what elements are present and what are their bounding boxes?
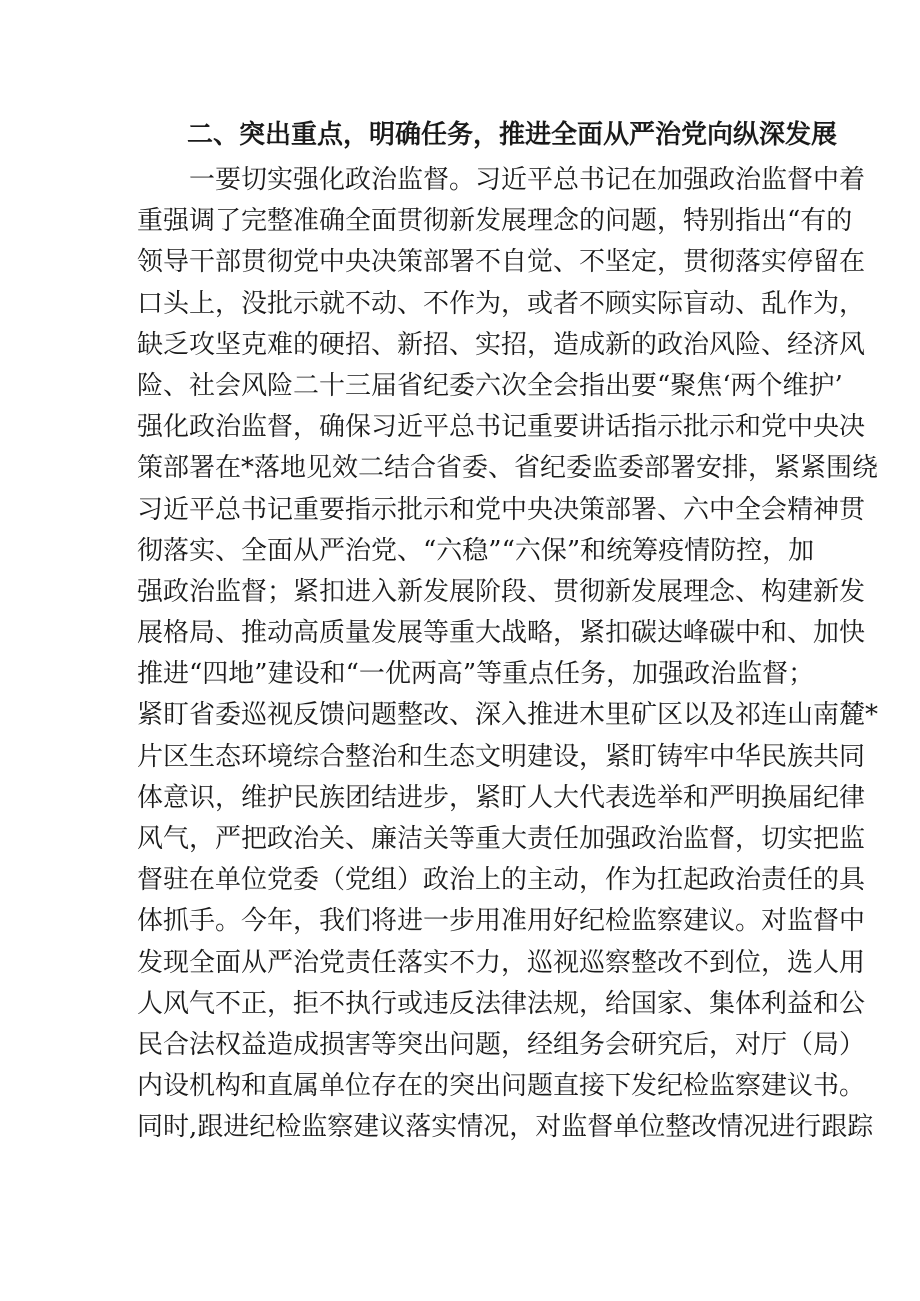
paragraph-line: 推进“四地”建设和“一优两高”等重点任务，加强政治监督；	[137, 659, 815, 690]
paragraph-line: 险、社会风险二十三届省纪委六次全会指出要“聚焦‘两个维护’	[137, 370, 843, 401]
paragraph-line: 民合法权益造成损害等突出问题，经组务会研究后，对厅（局）	[137, 1029, 866, 1060]
paragraph-line: 展格局、推动高质量发展等重大战略，紧扣碳达峰碳中和、加快	[137, 618, 866, 649]
paragraph-line: 紧盯省委巡视反馈问题整改、深入推进木里矿区以及祁连山南麓*	[137, 700, 879, 731]
paragraph-line: 彻落实、全面从严治党、“六稳”“六保”和统筹疫情防控，加	[137, 535, 815, 566]
paragraph-line: 人风气不正，拒不执行或违反法律法规，给国家、集体利益和公	[137, 988, 866, 1019]
paragraph-line: 风气，严把政治关、廉洁关等重大责任加强政治监督，切实把监	[137, 824, 866, 854]
paragraph-line: 内设机构和直属单位存在的突出问题直接下发纪检监察建议书。	[137, 1071, 866, 1102]
paragraph-line: 强化政治监督，确保习近平总书记重要讲话指示批示和党中央决	[137, 412, 866, 443]
paragraph-line: 体意识，维护民族团结进步，紧盯人大代表选举和严明换届纪律	[137, 782, 866, 813]
paragraph-line: 体抓手。今年，我们将进一步用准用好纪检监察建议。对监督中	[137, 906, 866, 937]
paragraph-line: 同时,跟进纪检监察建议落实情况，对监督单位整改情况进行跟踪	[137, 1112, 874, 1143]
paragraph-line: 一要切实强化政治监督。习近平总书记在加强政治监督中着	[189, 165, 866, 195]
paragraph-line: 缺乏攻坚克难的硬招、新招、实招，造成新的政治风险、经济风	[137, 329, 866, 360]
body-paragraph	[137, 160, 879, 1149]
paragraph-line: 强政治监督；紧扣进入新发展阶段、贯彻新发展理念、构建新发	[137, 576, 866, 607]
paragraph-line: 督驻在单位党委（党组）政治上的主动，作为扛起政治责任的具	[137, 865, 866, 896]
paragraph-line: 发现全面从严治党责任落实不力，巡视巡察整改不到位，选人用	[137, 947, 866, 978]
paragraph-line: 片区生态环境综合整治和生态文明建设，紧盯铸牢中华民族共同	[137, 741, 866, 772]
section-heading: 二、突出重点，明确任务，推进全面从严治党向纵深发展	[187, 120, 838, 150]
paragraph-line: 习近平总书记重要指示批示和党中央决策部署、六中全会精神贯	[137, 494, 866, 525]
paragraph-line: 策部署在*落地见效二结合省委、省纪委监委部署安排，紧紧围绕	[137, 453, 879, 484]
paragraph-line: 口头上，没批示就不动、不作为，或者不顾实际盲动、乱作为，	[137, 288, 866, 319]
paragraph-line: 领导干部贯彻党中央决策部署不自觉、不坚定，贯彻落实停留在	[137, 247, 866, 278]
paragraph-line: 重强调了完整准确全面贯彻新发展理念的问题，特别指出“有的	[137, 206, 853, 237]
